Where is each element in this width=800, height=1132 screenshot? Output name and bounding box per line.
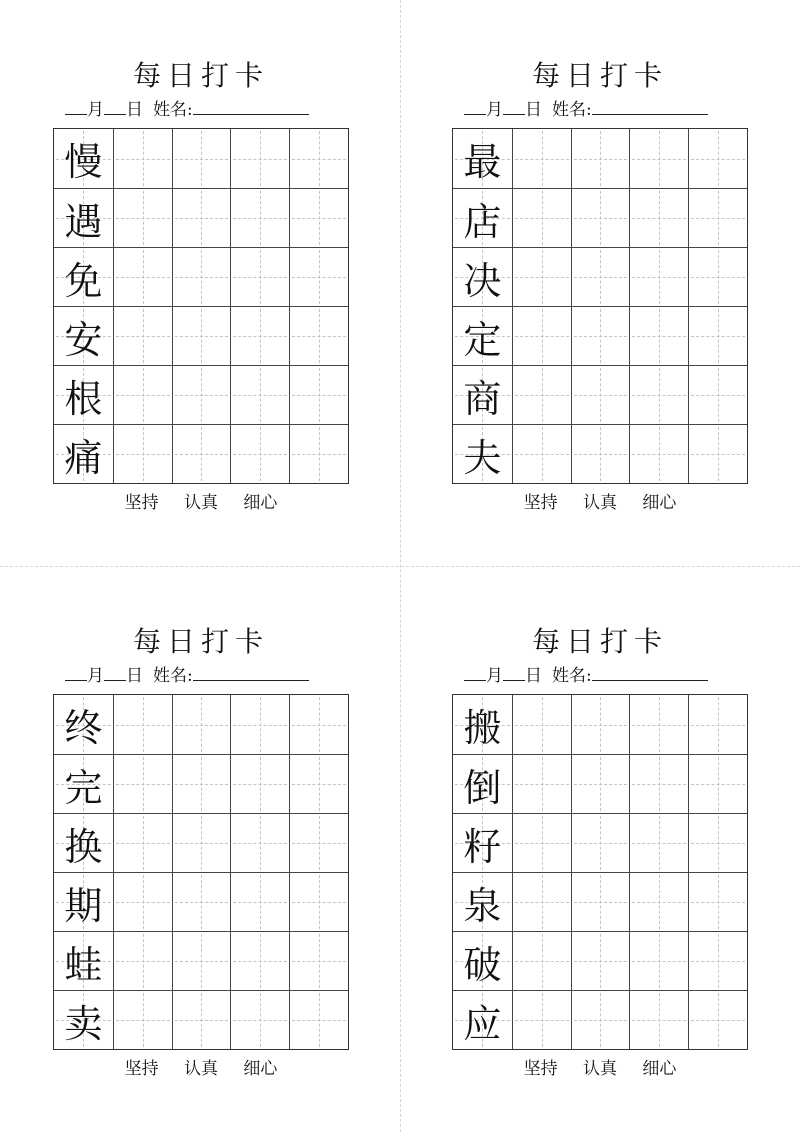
motto-attentive: 细心 — [243, 1059, 278, 1079]
model-character-cell — [453, 425, 512, 483]
model-character-cell — [453, 307, 512, 365]
practice-cell[interactable] — [172, 695, 231, 754]
day-blank[interactable] — [104, 96, 126, 115]
grid-row — [54, 188, 348, 247]
grid-row — [54, 129, 348, 188]
practice-cell[interactable] — [289, 695, 348, 754]
model-character: 安 — [64, 317, 103, 362]
practice-cell[interactable] — [629, 755, 688, 813]
model-character-cell — [453, 189, 512, 247]
practice-cell[interactable] — [230, 755, 289, 813]
practice-cell[interactable] — [512, 932, 571, 990]
motto-line — [53, 1056, 349, 1082]
practice-cell[interactable] — [688, 425, 747, 483]
practice-cell[interactable] — [688, 129, 747, 188]
card-title: 每日打卡 — [132, 625, 269, 658]
name-blank[interactable] — [592, 96, 708, 115]
practice-cell[interactable] — [629, 695, 688, 754]
practice-cell[interactable] — [172, 873, 231, 931]
model-character-cell — [54, 873, 113, 931]
grid-row — [453, 990, 747, 1049]
practice-cell[interactable] — [172, 991, 231, 1049]
grid-row — [453, 695, 747, 754]
practice-cell[interactable] — [172, 307, 231, 365]
date-name-line — [65, 96, 347, 120]
motto-line — [53, 490, 349, 516]
grid-row — [54, 365, 348, 424]
model-character-cell — [453, 991, 512, 1049]
model-character-cell — [54, 814, 113, 872]
practice-cell[interactable] — [688, 189, 747, 247]
practice-cell[interactable] — [629, 814, 688, 872]
model-character-cell — [453, 248, 512, 306]
practice-cell[interactable] — [289, 814, 348, 872]
model-character: 商 — [463, 376, 502, 421]
model-character: 完 — [64, 765, 103, 810]
card-title: 每日打卡 — [132, 59, 269, 92]
practice-cell[interactable] — [230, 991, 289, 1049]
name-label: 姓名: — [153, 100, 193, 120]
practice-cell[interactable] — [571, 991, 630, 1049]
practice-cell[interactable] — [113, 814, 172, 872]
motto-careful: 认真 — [583, 493, 617, 513]
practice-cell[interactable] — [629, 129, 688, 188]
grid-row — [54, 872, 348, 931]
month-label: 月 — [87, 100, 104, 120]
practice-cell[interactable] — [512, 755, 571, 813]
model-character: 籽 — [463, 824, 502, 869]
grid-row — [453, 365, 747, 424]
grid-row — [54, 813, 348, 872]
practice-cell[interactable] — [688, 248, 747, 306]
practice-cell[interactable] — [289, 873, 348, 931]
model-character-cell — [54, 129, 113, 188]
date-name-line — [65, 662, 347, 686]
month-blank[interactable] — [65, 662, 87, 681]
practice-cell[interactable] — [512, 425, 571, 483]
practice-cell[interactable] — [230, 873, 289, 931]
tianzige-grid — [53, 128, 349, 484]
motto-careful: 认真 — [583, 1059, 617, 1079]
practice-cell[interactable] — [512, 814, 571, 872]
practice-cell[interactable] — [230, 425, 289, 483]
motto-attentive: 细心 — [642, 1059, 677, 1079]
date-name-line — [464, 96, 746, 120]
grid-row — [54, 306, 348, 365]
model-character-cell — [453, 755, 512, 813]
grid-row — [453, 813, 747, 872]
practice-cell[interactable] — [230, 366, 289, 424]
practice-cell[interactable] — [289, 932, 348, 990]
month-label: 月 — [87, 666, 104, 686]
practice-cell[interactable] — [688, 755, 747, 813]
practice-cell[interactable] — [512, 873, 571, 931]
practice-cell[interactable] — [172, 814, 231, 872]
day-label: 日 — [126, 100, 143, 120]
model-character-cell — [453, 814, 512, 872]
practice-cell[interactable] — [512, 991, 571, 1049]
tianzige-grid — [452, 128, 748, 484]
name-label: 姓名: — [552, 100, 592, 120]
motto-careful: 认真 — [184, 493, 218, 513]
model-character: 期 — [64, 883, 103, 928]
practice-cell[interactable] — [172, 189, 231, 247]
model-character-cell — [54, 755, 113, 813]
motto-attentive: 细心 — [642, 493, 677, 513]
motto-line — [452, 1056, 748, 1082]
practice-cell[interactable] — [230, 248, 289, 306]
practice-cell[interactable] — [172, 425, 231, 483]
day-label: 日 — [126, 666, 143, 686]
practice-cell[interactable] — [512, 129, 571, 188]
grid-row — [453, 424, 747, 483]
practice-cell[interactable] — [113, 129, 172, 188]
practice-cell[interactable] — [571, 695, 630, 754]
grid-row — [453, 754, 747, 813]
practice-cell[interactable] — [571, 129, 630, 188]
practice-cell[interactable] — [512, 189, 571, 247]
practice-cell[interactable] — [172, 932, 231, 990]
month-blank[interactable] — [65, 96, 87, 115]
model-character-cell — [453, 932, 512, 990]
motto-persist: 坚持 — [124, 493, 159, 513]
model-character: 蛙 — [64, 942, 103, 987]
practice-cell[interactable] — [688, 873, 747, 931]
model-character: 夫 — [463, 435, 502, 480]
model-character: 根 — [64, 376, 103, 421]
grid-row — [453, 188, 747, 247]
model-character-cell — [54, 932, 113, 990]
practice-cell[interactable] — [113, 189, 172, 247]
model-character: 破 — [463, 942, 502, 987]
practice-cell[interactable] — [629, 307, 688, 365]
name-blank[interactable] — [592, 662, 708, 681]
model-character: 决 — [463, 258, 502, 303]
model-character: 搬 — [463, 706, 502, 750]
practice-cell[interactable] — [230, 307, 289, 365]
grid-row — [54, 247, 348, 306]
model-character-cell — [54, 991, 113, 1049]
practice-cell[interactable] — [629, 425, 688, 483]
day-label: 日 — [525, 666, 542, 686]
name-blank[interactable] — [193, 662, 309, 681]
practice-cell[interactable] — [512, 366, 571, 424]
practice-cell[interactable] — [629, 932, 688, 990]
month-blank[interactable] — [464, 96, 486, 115]
practice-cell[interactable] — [688, 307, 747, 365]
practice-cell[interactable] — [230, 129, 289, 188]
day-blank[interactable] — [503, 96, 525, 115]
practice-cell[interactable] — [289, 307, 348, 365]
model-character: 换 — [64, 824, 103, 869]
grid-row — [54, 754, 348, 813]
name-blank[interactable] — [193, 96, 309, 115]
practice-cell[interactable] — [688, 932, 747, 990]
practice-cell[interactable] — [512, 248, 571, 306]
model-character-cell — [54, 307, 113, 365]
practice-cell[interactable] — [289, 425, 348, 483]
practice-cell[interactable] — [512, 307, 571, 365]
practice-cell[interactable] — [688, 695, 747, 754]
practice-cell[interactable] — [289, 991, 348, 1049]
grid-row — [453, 306, 747, 365]
model-character: 卖 — [64, 1001, 103, 1046]
horizontal-cut-line — [0, 566, 800, 567]
practice-cell[interactable] — [571, 755, 630, 813]
grid-row — [54, 990, 348, 1049]
practice-cell[interactable] — [629, 991, 688, 1049]
practice-cell[interactable] — [230, 932, 289, 990]
practice-cell[interactable] — [688, 366, 747, 424]
month-blank[interactable] — [464, 662, 486, 681]
model-character: 倒 — [463, 765, 502, 810]
practice-cell[interactable] — [289, 129, 348, 188]
model-character-cell — [453, 366, 512, 424]
practice-cell[interactable] — [113, 366, 172, 424]
practice-cell[interactable] — [571, 932, 630, 990]
motto-persist: 坚持 — [523, 493, 558, 513]
card-title: 每日打卡 — [531, 625, 668, 658]
practice-cell[interactable] — [113, 307, 172, 365]
practice-cell[interactable] — [629, 873, 688, 931]
practice-cell[interactable] — [113, 932, 172, 990]
practice-cell[interactable] — [571, 307, 630, 365]
practice-cell[interactable] — [571, 248, 630, 306]
grid-row — [453, 129, 747, 188]
grid-row — [453, 931, 747, 990]
practice-cell[interactable] — [512, 695, 571, 754]
practice-cell[interactable] — [571, 873, 630, 931]
name-label: 姓名: — [153, 666, 193, 686]
practice-cell[interactable] — [289, 366, 348, 424]
day-label: 日 — [525, 100, 542, 120]
tianzige-grid — [452, 694, 748, 1050]
practice-cell[interactable] — [629, 189, 688, 247]
date-name-line — [464, 662, 746, 686]
practice-cell[interactable] — [230, 814, 289, 872]
practice-cell[interactable] — [113, 991, 172, 1049]
model-character-cell — [54, 189, 113, 247]
model-character-cell — [54, 425, 113, 483]
month-label: 月 — [486, 666, 503, 686]
practice-cell[interactable] — [172, 755, 231, 813]
practice-cell[interactable] — [571, 814, 630, 872]
day-blank[interactable] — [104, 662, 126, 681]
model-character: 最 — [463, 140, 502, 184]
motto-attentive: 细心 — [243, 493, 278, 513]
grid-row — [54, 424, 348, 483]
practice-cell[interactable] — [113, 248, 172, 306]
model-character-cell — [54, 366, 113, 424]
motto-persist: 坚持 — [523, 1059, 558, 1079]
model-character: 定 — [463, 317, 502, 362]
practice-cell[interactable] — [230, 189, 289, 247]
motto-careful: 认真 — [184, 1059, 218, 1079]
day-blank[interactable] — [503, 662, 525, 681]
card-title: 每日打卡 — [531, 59, 668, 92]
practice-cell[interactable] — [571, 189, 630, 247]
month-label: 月 — [486, 100, 503, 120]
model-character: 应 — [463, 1001, 502, 1046]
model-character: 痛 — [64, 435, 103, 480]
practice-cell[interactable] — [113, 873, 172, 931]
grid-row — [54, 695, 348, 754]
model-character-cell — [453, 129, 512, 188]
model-character: 店 — [463, 199, 502, 244]
motto-line — [452, 490, 748, 516]
practice-cell[interactable] — [571, 425, 630, 483]
practice-cell[interactable] — [172, 248, 231, 306]
model-character: 慢 — [64, 140, 103, 184]
model-character: 终 — [64, 706, 103, 750]
model-character: 泉 — [463, 883, 502, 928]
practice-cell[interactable] — [172, 129, 231, 188]
practice-cell[interactable] — [629, 248, 688, 306]
practice-cell[interactable] — [113, 755, 172, 813]
model-character-cell — [54, 248, 113, 306]
grid-row — [453, 247, 747, 306]
practice-cell[interactable] — [113, 425, 172, 483]
practice-cell[interactable] — [289, 755, 348, 813]
practice-cell[interactable] — [289, 248, 348, 306]
model-character-cell — [453, 873, 512, 931]
model-character-cell — [54, 695, 113, 754]
practice-cell[interactable] — [113, 695, 172, 754]
practice-cell[interactable] — [571, 366, 630, 424]
model-character-cell — [453, 695, 512, 754]
name-label: 姓名: — [552, 666, 592, 686]
practice-cell[interactable] — [688, 814, 747, 872]
practice-cell[interactable] — [688, 991, 747, 1049]
practice-cell[interactable] — [172, 366, 231, 424]
grid-row — [54, 931, 348, 990]
grid-row — [453, 872, 747, 931]
model-character: 免 — [64, 258, 103, 303]
practice-cell[interactable] — [289, 189, 348, 247]
model-character: 遇 — [64, 199, 103, 244]
practice-cell[interactable] — [230, 695, 289, 754]
practice-cell[interactable] — [629, 366, 688, 424]
tianzige-grid — [53, 694, 349, 1050]
motto-persist: 坚持 — [124, 1059, 159, 1079]
